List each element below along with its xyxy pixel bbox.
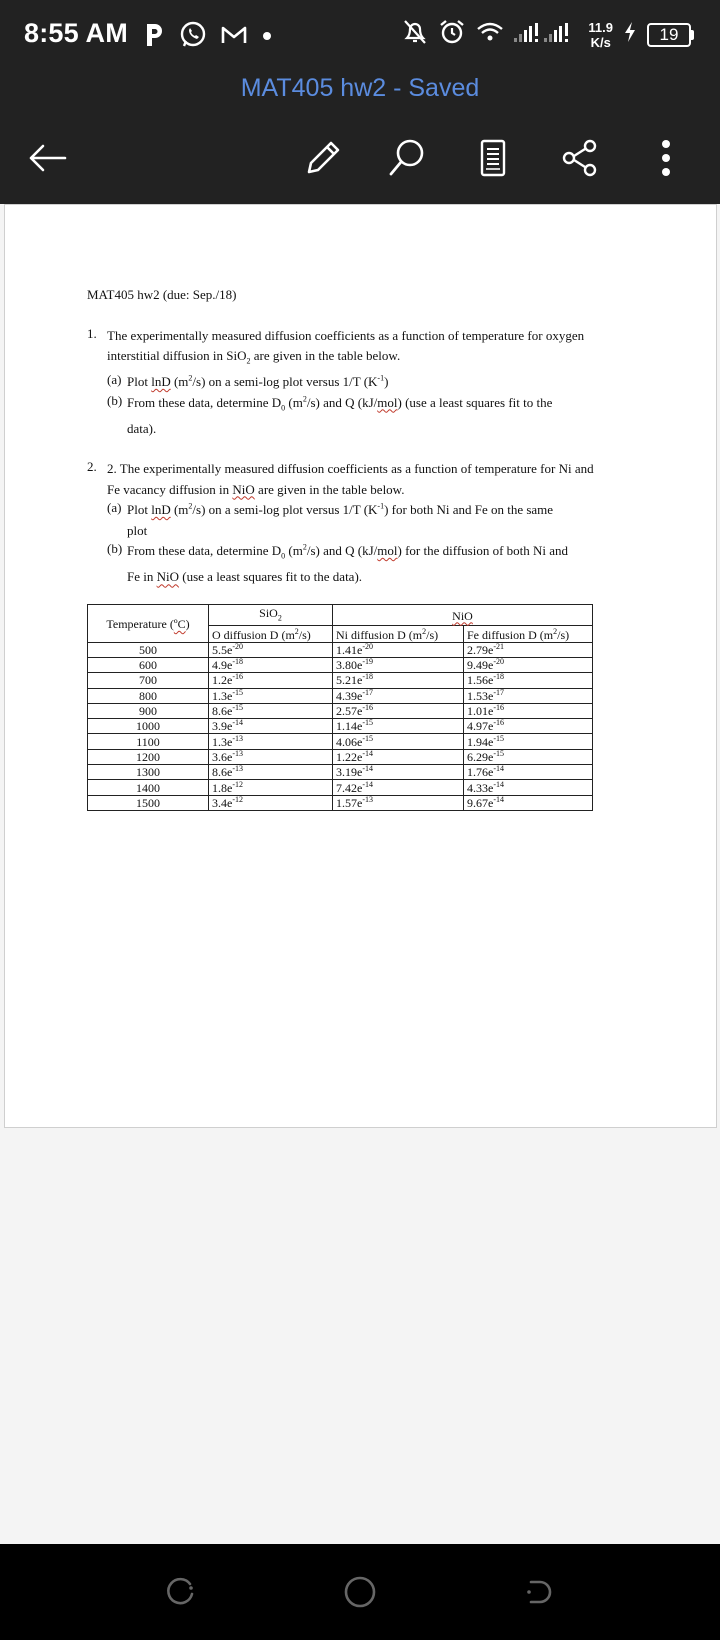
ni-diffusion-cell: $1.22e^{-14}$ bbox=[333, 749, 464, 764]
fe-diffusion-cell: $1.53e^{-17}$ bbox=[464, 688, 593, 703]
temperature-cell: 1100 bbox=[88, 734, 209, 749]
search-button[interactable] bbox=[382, 128, 432, 188]
table-row bbox=[88, 719, 593, 734]
fe-diffusion-cell: $9.67e^{-14}$ bbox=[464, 795, 593, 810]
temperature-cell: 700 bbox=[88, 673, 209, 688]
home-icon bbox=[342, 1574, 378, 1610]
fe-diffusion-cell: $1.01e^{-16}$ bbox=[464, 703, 593, 718]
ni-diffusion-cell: $1.14e^{-15}$ bbox=[333, 719, 464, 734]
search-icon bbox=[387, 137, 427, 179]
o-diffusion-cell: $3.6e^{-13}$ bbox=[209, 749, 333, 764]
charging-icon bbox=[623, 21, 637, 48]
reading-view-button[interactable] bbox=[468, 128, 518, 188]
table-row bbox=[88, 688, 593, 703]
network-speed: 11.9 K/s bbox=[588, 19, 613, 50]
ni-diffusion-cell: $1.57e^{-13}$ bbox=[333, 795, 464, 810]
ni-diffusion-cell: $3.19e^{-14}$ bbox=[333, 765, 464, 780]
share-icon bbox=[560, 138, 600, 178]
notification-dot-icon bbox=[260, 28, 274, 47]
temperature-cell: 800 bbox=[88, 688, 209, 703]
fe-diffusion-cell: $2.79e^{-21}$ bbox=[464, 642, 593, 657]
pencil-icon bbox=[303, 138, 343, 178]
fe-diffusion-header: Fe diffusion D $(m^2/s)$ bbox=[464, 626, 593, 642]
question-number: 2. bbox=[87, 459, 97, 475]
question-2a: (a) Plot lnD $(m^2/s)$ on a semi-log plot versus 1/T $(K^{-1})$ for both Ni and Fe on the same plot bbox=[107, 500, 554, 538]
o-diffusion-cell: $4.9e^{-18}$ bbox=[209, 657, 333, 672]
question-number: 1. bbox=[87, 325, 97, 341]
temperature-cell: 900 bbox=[88, 703, 209, 718]
signal-strength-icon bbox=[514, 20, 578, 49]
temperature-cell: 1000 bbox=[88, 719, 209, 734]
ni-diffusion-cell: $5.21e^{-18}$ bbox=[333, 673, 464, 688]
fe-diffusion-cell: $9.49e^{-20}$ bbox=[464, 657, 593, 672]
back-nav-icon bbox=[523, 1575, 557, 1609]
question-1a: (a) Plot lnD $(m^2/s)$ on a semi-log plot versus 1/T $(K^{-1})$ bbox=[107, 372, 389, 390]
question-2: 2. 2. The experimentally measured diffusion coefficients as a function of temperature for Ni and Fe vacancy diffusion in NiO are given in the table below. bbox=[87, 459, 594, 497]
ni-diffusion-cell: $4.39e^{-17}$ bbox=[333, 688, 464, 703]
document-title: MAT405 hw2 - Saved bbox=[240, 74, 480, 102]
battery-indicator: 19 bbox=[647, 23, 694, 47]
table-row bbox=[88, 795, 593, 810]
reading-view-icon bbox=[478, 138, 508, 178]
table-row bbox=[88, 642, 593, 657]
home-button[interactable] bbox=[330, 1544, 390, 1640]
back-nav-button[interactable] bbox=[510, 1544, 570, 1640]
table-row bbox=[88, 780, 593, 795]
ni-diffusion-cell: $1.41e^{-20}$ bbox=[333, 642, 464, 657]
table-row bbox=[88, 734, 593, 749]
question-1b: (b) From these data, determine $D_0$ $(m^2/s)$ and Q (kJ/mol) (use a least squares fit to the data). bbox=[107, 392, 553, 436]
o-diffusion-cell: $3.4e^{-12}$ bbox=[209, 795, 333, 810]
o-diffusion-cell: $3.9e^{-14}$ bbox=[209, 719, 333, 734]
alarm-icon bbox=[438, 18, 466, 51]
temperature-cell: 1500 bbox=[88, 795, 209, 810]
ni-diffusion-cell: $4.06e^{-15}$ bbox=[333, 734, 464, 749]
temperature-cell: 1300 bbox=[88, 765, 209, 780]
gmail-icon bbox=[220, 23, 248, 52]
table-row bbox=[88, 765, 593, 780]
doc-heading: MAT405 hw2 (due: Sep./18) bbox=[87, 287, 237, 302]
system-navigation-bar bbox=[0, 1544, 720, 1640]
ni-diffusion-cell: $3.80e^{-19}$ bbox=[333, 657, 464, 672]
fe-diffusion-cell: $6.29e^{-15}$ bbox=[464, 749, 593, 764]
o-diffusion-cell: $8.6e^{-15}$ bbox=[209, 703, 333, 718]
fe-diffusion-cell: $4.33e^{-14}$ bbox=[464, 780, 593, 795]
recents-button[interactable] bbox=[150, 1544, 210, 1640]
table-row bbox=[88, 657, 593, 672]
o-diffusion-cell: $1.3e^{-15}$ bbox=[209, 688, 333, 703]
ni-diffusion-header: Ni diffusion D $(m^2/s)$ bbox=[333, 626, 464, 642]
more-options-button[interactable] bbox=[646, 128, 686, 188]
temperature-cell: 600 bbox=[88, 657, 209, 672]
toolbar bbox=[0, 128, 720, 188]
table-row bbox=[88, 703, 593, 718]
back-arrow-icon bbox=[27, 143, 67, 173]
question-1: 1. The experimentally measured diffusion coefficients as a function of temperature for oxygen interstitial diffusion in SiO$_2$ are given in the table below. bbox=[87, 325, 585, 366]
mute-icon bbox=[402, 18, 428, 51]
status-time: 8:55 AM bbox=[24, 18, 128, 48]
table-row bbox=[88, 749, 593, 764]
whatsapp-icon bbox=[178, 20, 208, 55]
ni-diffusion-cell: $7.42e^{-14}$ bbox=[333, 780, 464, 795]
fe-diffusion-cell: $1.94e^{-15}$ bbox=[464, 734, 593, 749]
ni-diffusion-cell: $2.57e^{-16}$ bbox=[333, 703, 464, 718]
temperature-header: Temperature (ºC) bbox=[88, 605, 209, 643]
temperature-cell: 1200 bbox=[88, 749, 209, 764]
question-2b: (b) From these data, determine $D_0$ $(m^2/s)$ and Q (kJ/mol) for the diffusion of both Ni and Fe in NiO (use a least squares fit to the data). bbox=[107, 541, 569, 585]
fe-diffusion-cell: $1.76e^{-14}$ bbox=[464, 765, 593, 780]
wifi-icon bbox=[476, 20, 504, 49]
app-header bbox=[0, 0, 720, 204]
share-button[interactable] bbox=[552, 128, 608, 188]
document-body bbox=[87, 285, 647, 588]
edit-button[interactable] bbox=[298, 128, 348, 188]
table-row bbox=[88, 673, 593, 688]
temperature-cell: 1400 bbox=[88, 780, 209, 795]
p-app-icon bbox=[144, 22, 166, 53]
document-page[interactable] bbox=[4, 204, 717, 1128]
back-button[interactable] bbox=[22, 128, 72, 188]
o-diffusion-cell: $1.3e^{-13}$ bbox=[209, 734, 333, 749]
o-diffusion-header: O diffusion D $(m^2/s)$ bbox=[209, 626, 333, 642]
sio2-header: SiO$_2$ bbox=[209, 605, 333, 626]
fe-diffusion-cell: $4.97e^{-16}$ bbox=[464, 719, 593, 734]
status-bar bbox=[0, 0, 720, 72]
more-vertical-icon bbox=[660, 138, 672, 178]
temperature-cell: 500 bbox=[88, 642, 209, 657]
recents-icon bbox=[163, 1575, 197, 1609]
fe-diffusion-cell: $1.56e^{-18}$ bbox=[464, 673, 593, 688]
o-diffusion-cell: $8.6e^{-13}$ bbox=[209, 765, 333, 780]
o-diffusion-cell: $1.8e^{-12}$ bbox=[209, 780, 333, 795]
diffusion-data-table bbox=[87, 604, 593, 811]
o-diffusion-cell: $5.5e^{-20}$ bbox=[209, 642, 333, 657]
nio-header: NiO bbox=[333, 605, 593, 626]
o-diffusion-cell: $1.2e^{-16}$ bbox=[209, 673, 333, 688]
